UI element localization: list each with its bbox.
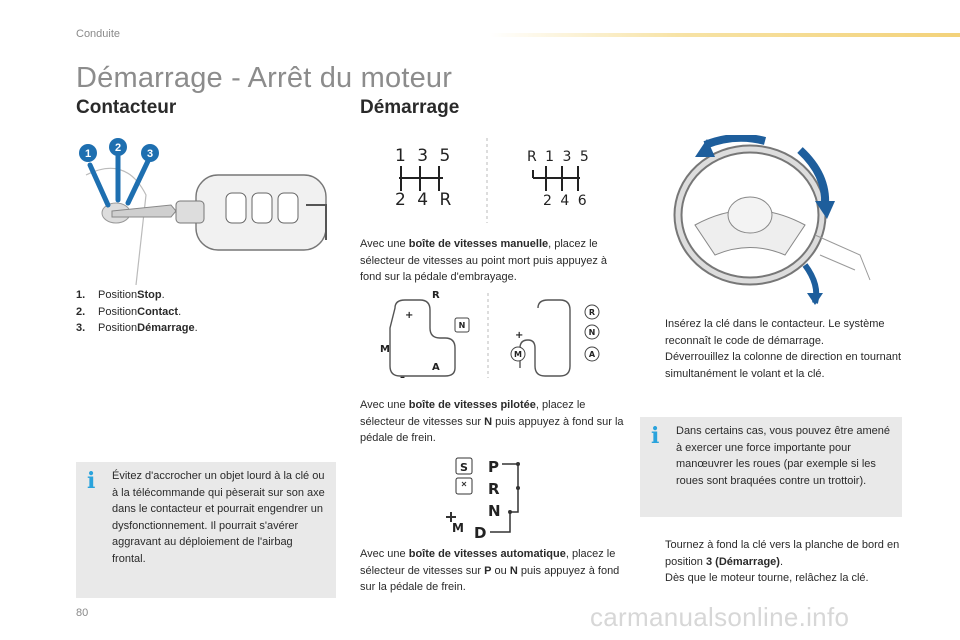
svg-text:2 4 R: 2 4 R <box>395 190 455 210</box>
callout-2: 2 <box>114 142 122 154</box>
svg-text:D: D <box>474 524 487 540</box>
svg-text:1 3 5: 1 3 5 <box>395 146 454 166</box>
list-item: Dès que le moteur tourne, relâchez la clé. <box>665 572 869 584</box>
svg-text:N: N <box>458 321 466 330</box>
svg-text:R 1 3 5: R 1 3 5 <box>527 149 591 165</box>
svg-text:M: M <box>452 521 464 535</box>
pilot-gearbox-text: Avec une boîte de vitesses pilotée, placez le sélecteur de vitesses sur N puis appuyez à fond sur la pédale de frein. <box>360 399 624 444</box>
info-icon: i <box>87 468 96 494</box>
heading-contacteur: Contacteur <box>76 97 177 118</box>
manual-gearbox-text: Avec une boîte de vitesses manuelle, placez le sélecteur de vitesses au point mort puis appuyez à fond sur la pédale d'embrayage. <box>360 238 608 283</box>
watermark: carmanualsonline.info <box>590 602 850 632</box>
info-icon: i <box>651 423 660 449</box>
pilot-gearbox-diagram <box>360 288 615 383</box>
svg-text:R: R <box>488 480 500 498</box>
steering-wheel-illustration <box>655 135 880 305</box>
note-heavy-object: i Évitez d'accrocher un objet lourd à la clé ou à la télécommande qui pèserait sur son axe dans le contacteur et pourrait engendrer un dysfonctionnement. Il pourrait s'avérer aggravant au déploiement de l'airbag frontal. <box>76 462 336 598</box>
svg-text:–: – <box>400 372 405 383</box>
page-number: 80 <box>76 607 89 619</box>
svg-text:S: S <box>460 461 468 474</box>
svg-text:R: R <box>588 308 596 317</box>
list-item: Tournez à fond la clé vers la planche de bord en position 3 (Démarrage). <box>665 539 900 568</box>
page-title: Démarrage - Arrêt du moteur <box>76 62 453 94</box>
svg-text:2 4 6: 2 4 6 <box>543 193 589 209</box>
svg-text:A: A <box>588 350 596 359</box>
position-row-3: 3. Position Démarrage . <box>76 322 198 334</box>
heading-demarrage: Démarrage <box>360 97 460 118</box>
section-tag: Conduite <box>76 28 121 40</box>
position-row-1: 1. Position Stop . <box>76 289 165 301</box>
key-positions-list <box>76 287 336 337</box>
automatic-gearbox-diagram <box>440 452 525 540</box>
list-item: Déverrouillez la colonne de direction en tournant simultanément le volant et la clé. <box>665 351 902 380</box>
automatic-gearbox-text: Avec une boîte de vitesses automatique, placez le sélecteur de vitesses sur P ou N puis appuyez à fond sur la pédale de frein. <box>360 548 620 593</box>
list-item: Insérez la clé dans le contacteur. Le système reconnaît le code de démarrage. <box>665 318 885 347</box>
position-row-2: 2. Position Contact . <box>76 305 182 318</box>
note-steering-force: i Dans certains cas, vous pouvez être amené à exercer une force importante pour manœuvrer les roues (par exemple si les roues sont braquées contre un trottoir). <box>640 417 902 517</box>
svg-text:+: + <box>515 330 524 341</box>
callout-3: 3 <box>146 148 154 160</box>
header-bar <box>490 33 960 37</box>
svg-text:M: M <box>514 350 522 359</box>
svg-text:R: R <box>432 290 440 301</box>
svg-text:+: + <box>405 310 414 321</box>
svg-text:P: P <box>488 458 499 476</box>
callout-1: 1 <box>84 148 92 160</box>
svg-text:N: N <box>588 328 596 337</box>
start-steps-top <box>643 316 913 382</box>
svg-text:M: M <box>380 344 390 355</box>
manual-gearbox-diagram <box>375 133 620 228</box>
svg-text:A: A <box>432 362 440 373</box>
start-steps-bottom <box>643 537 913 587</box>
ignition-key-illustration <box>76 135 336 285</box>
svg-text:N: N <box>488 502 501 520</box>
